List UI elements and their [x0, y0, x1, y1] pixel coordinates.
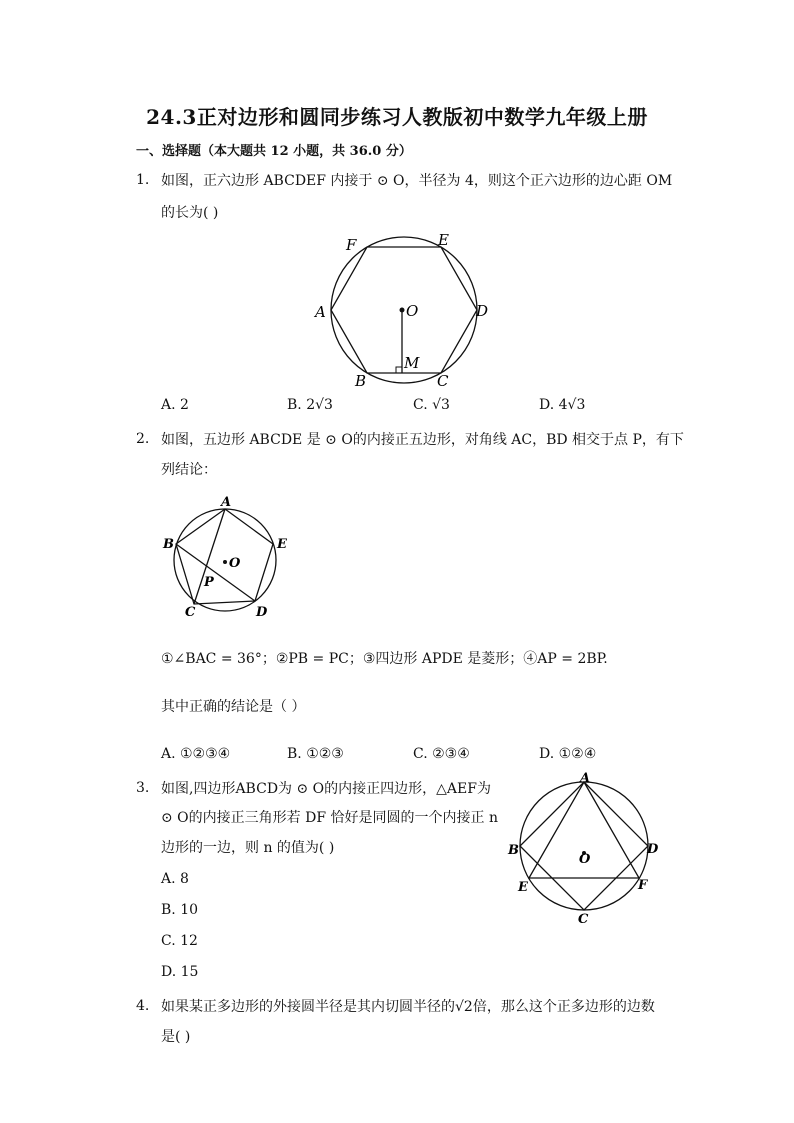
option-b: B. 10: [161, 902, 199, 918]
question-text-line: 如果某正多边形的外接圆半径是其内切圆半径的√2倍，那么这个正多边形的边数: [161, 999, 655, 1015]
label-m: M: [404, 354, 420, 372]
option-c: C. √3: [413, 397, 450, 413]
label-o: O: [406, 302, 419, 320]
question-number: 4.: [136, 998, 150, 1014]
label-o: O: [579, 852, 591, 867]
label-o: O: [229, 556, 241, 571]
label-p: P: [204, 575, 214, 590]
hexagon-diagram: [310, 228, 500, 392]
question-prompt: 其中正确的结论是（ ）: [161, 699, 306, 715]
label-d: D: [256, 605, 268, 620]
label-a: A: [221, 495, 232, 510]
label-e: E: [277, 537, 287, 552]
center-point: [400, 308, 405, 313]
question-text-line: ⊙ O的内接正三角形若 DF 恰好是同圆的一个内接正 n: [161, 810, 498, 826]
question-text-line: 列结论：: [161, 462, 217, 478]
section-heading: 一、选择题（本大题共 12 小题，共 36.0 分）: [136, 144, 412, 159]
question-text-line: 如图，五边形 ABCDE 是 ⊙ O的内接正五边形，对角线 AC，BD 相交于点 P，有下: [161, 432, 684, 448]
option-b: B. 2√3: [287, 397, 333, 413]
diagonal-bd: [176, 544, 255, 601]
page-title: 24.3正对边形和圆同步练习人教版初中数学九年级上册: [146, 105, 648, 129]
label-e: E: [518, 880, 528, 895]
option-c: C. 12: [161, 933, 198, 949]
label-f: F: [346, 236, 357, 254]
label-c: C: [185, 605, 196, 620]
label-d: D: [476, 302, 489, 320]
label-b: B: [355, 372, 367, 390]
option-a: A. 2: [161, 397, 189, 413]
question-text-line: 如图，正六边形 ABCDEF 内接于 ⊙ O，半径为 4，则这个正六边形的边心距 OM: [161, 173, 673, 189]
question-number: 3.: [136, 780, 150, 796]
option-d: D. ①②④: [539, 746, 597, 762]
option-a: A. 8: [161, 871, 189, 887]
label-c: C: [578, 912, 589, 927]
pentagon-diagram: [158, 492, 298, 622]
question-number: 1.: [136, 172, 150, 188]
label-d: D: [647, 842, 659, 857]
option-d: D. 15: [161, 964, 199, 980]
option-d: D. 4√3: [539, 397, 586, 413]
option-a: A. ①②③④: [161, 746, 231, 762]
label-e: E: [438, 231, 449, 249]
label-a: A: [580, 771, 591, 786]
center-point: [223, 560, 227, 564]
label-f: F: [638, 878, 648, 893]
option-c: C. ②③④: [413, 746, 470, 762]
statements: ①∠BAC = 36°；②PB = PC；③四边形 APDE 是菱形；④AP = 2BP.: [161, 651, 608, 667]
option-b: B. ①②③: [287, 746, 344, 762]
question-text-line: 如图,四边形ABCD为 ⊙ O的内接正四边形，△AEF为: [161, 781, 491, 797]
question-text-line: 边形的一边，则 n 的值为( ): [161, 840, 335, 856]
circumcircle: [520, 782, 648, 910]
right-angle-mark: [396, 367, 402, 373]
label-a: A: [315, 303, 326, 321]
question-text-line: 是( ): [161, 1029, 191, 1045]
label-b: B: [163, 537, 174, 552]
label-c: C: [437, 372, 449, 390]
label-b: B: [508, 843, 519, 858]
square-triangle-diagram: [505, 770, 665, 930]
question-number: 2.: [136, 431, 150, 447]
question-text-line: 的长为( ): [161, 205, 219, 221]
